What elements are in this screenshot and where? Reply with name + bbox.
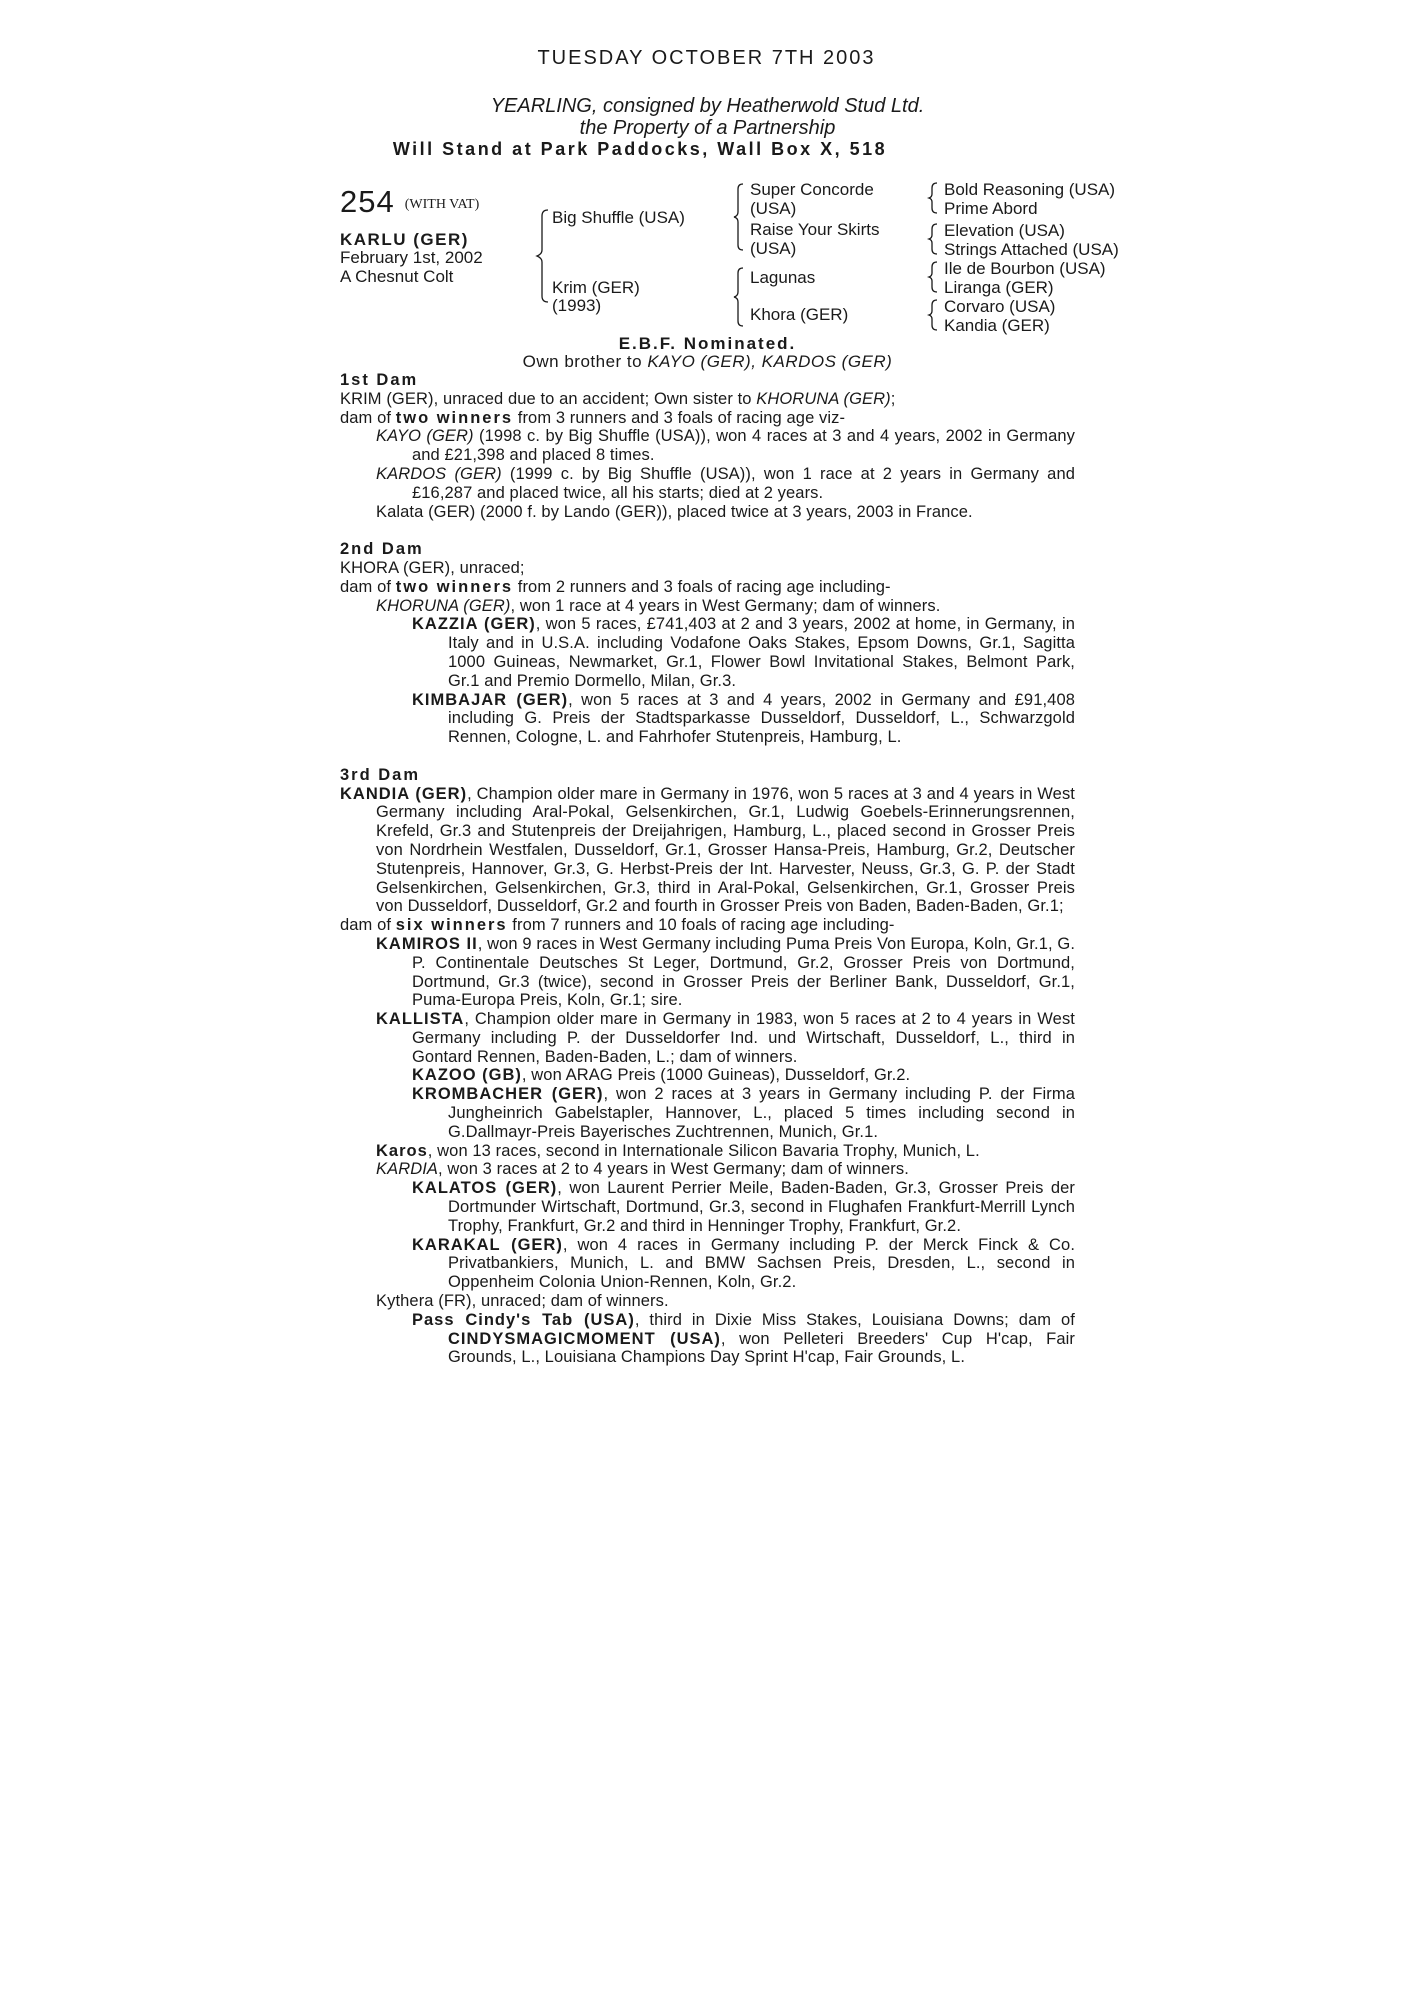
entry-text: , won Laurent Perrier Meile, Baden-Baden, Gr.3, Grosser Preis der Dortmunder Wirtschaft, Dortmund, Gr.3, second in Flughafen Frankfurt-Merrill Lynch Trophy, Frankfurt, Gr.2 and third in Henninger Trophy, Frankfurt, Gr.2. [448, 1179, 1075, 1235]
grandsire-6: Liranga (GER) [944, 278, 1054, 297]
first-dam-entry-kayo [340, 427, 1075, 465]
entry-text: , won ARAG Preis (1000 Guineas), Dusseldorf, Gr.2. [521, 1066, 911, 1085]
first-dam-heading: 1st Dam [340, 371, 419, 389]
third-dam-entry-kallista [340, 1010, 1075, 1066]
entry-name: KARDOS (GER) [376, 464, 502, 483]
entry-text: , won 4 races in Germany including P. der Merck Finck & Co. Privatbankiers, Munich, L. and BMW Sachsen Preis, Dresden, L., second in Oppenheim Colonia Union-Rennen, Koln, Gr.2. [448, 1235, 1075, 1292]
produce-winners: two winners [395, 577, 514, 596]
brace-sire-dam [537, 210, 548, 302]
third-dam-heading: 3rd Dam [340, 765, 421, 784]
vat-note: (WITH VAT) [404, 197, 480, 212]
grandsire-5: Ile de Bourbon (USA) [944, 259, 1106, 278]
entry-name: KARAKAL (GER) [412, 1235, 563, 1254]
entry-text: (1999 c. by Big Shuffle (USA)), won 1 race at 2 years in Germany and £16,287 and placed twice, all his starts; died at 2 years. [412, 464, 1076, 502]
produce-suffix: from 3 runners and 3 foals of racing age viz- [513, 408, 846, 427]
stand-location: Will Stand at Park Paddocks, Wall Box X, 518 [392, 139, 888, 159]
entry-name: Karos [376, 1141, 428, 1160]
produce-prefix: dam of [340, 408, 396, 427]
produce-prefix: dam of [340, 916, 396, 935]
consignor-line: YEARLING, consigned by Heatherwold Stud Ltd. [490, 95, 925, 117]
entry-text: , third in Dixie Miss Stakes, Louisiana Downs; dam of [634, 1310, 1075, 1329]
entry-name: KIMBAJAR (GER) [412, 690, 569, 709]
brace-sire-parents [734, 184, 743, 250]
sale-date: TUESDAY OCTOBER 7TH 2003 [537, 47, 876, 69]
first-dam-intro-end: ; [890, 389, 896, 408]
first-dam-entry-kardos [340, 465, 1075, 503]
entry-name: KAYO (GER) [376, 427, 474, 446]
catalogue-body [340, 371, 1075, 1367]
produce-winners: two winners [395, 408, 514, 427]
entry-text: , won 5 races, £741,403 at 2 and 3 years, 2002 at home, in Germany, in Italy and in U.S.A. including Vodafone Oaks Stakes, Epsom Downs, Gr.1, Sagitta 1000 Guineas, Newmarket, Gr.1, Flower Bowl Invitational Stakes, Belmont Park, Gr.1 and Premio Dormello, Milan, Gr.3. [448, 615, 1075, 690]
sire: Big Shuffle (USA) [552, 208, 685, 227]
third-dam-produce [340, 916, 1075, 935]
third-dam-entry-krombacher [340, 1085, 1075, 1141]
entry-name: KAZOO (GB) [412, 1066, 522, 1085]
horse-name: KARLU (GER) [340, 230, 469, 249]
dam: Krim (GER) [552, 278, 640, 297]
first-dam-entry-kalata: Kalata (GER) (2000 f. by Lando (GER)), placed twice at 3 years, 2003 in France. [376, 502, 973, 521]
produce-prefix: dam of [340, 577, 396, 596]
entry-name: KHORUNA (GER) [376, 596, 511, 615]
produce-winners: six winners [395, 916, 508, 935]
first-dam-intro [340, 390, 1075, 409]
own-brother-prefix: Own brother to [522, 352, 648, 371]
second-dam-entry-khoruna [340, 597, 1075, 616]
sire-sire: Super Concorde [750, 180, 874, 199]
produce-suffix: from 7 runners and 10 foals of racing age including- [507, 916, 895, 935]
second-dam-produce [340, 578, 1075, 597]
grandsire-3: Elevation (USA) [944, 221, 1065, 240]
third-dam-entry-kazoo [340, 1066, 1075, 1085]
entry-name: KARDIA [376, 1160, 439, 1179]
entry-text: , won 9 races in West Germany including Puma Preis Von Europa, Koln, Gr.1, G. P. Continentale Deutsches St Leger, Dortmund, Gr.2, Grosser Preis von Dortmund, Dortmund, Gr.3 (twice), second in Grosser Preis der Berliner Bank, Dusseldorf, Gr.1, Puma-Europa Preis, Koln, Gr.1; sire. [412, 934, 1075, 1010]
entry-name-2: CINDYSMAGICMOMENT (USA) [448, 1329, 721, 1348]
third-dam-entry-kalatos [340, 1179, 1075, 1235]
pedigree-braces [0, 0, 1413, 340]
property-line: the Property of a Partnership [579, 117, 836, 139]
first-dam-sister: KHORUNA (GER) [756, 389, 891, 408]
brace-dam-parents [734, 268, 743, 326]
entry-text: , won 5 races at 3 and 4 years, 2002 in Germany and £91,408 including G. Preis der Stadtsparkasse Dusseldorf, Dusseldorf, L., Schwarzgold Rennen, Cologne, L. and Fahrhofer Stutenpreis, Hamburg, L. [448, 690, 1075, 747]
third-dam-entry-kardia [340, 1160, 1075, 1179]
brace-g1 [929, 183, 937, 213]
sire-dam-country: (USA) [750, 239, 797, 258]
third-dam-entry-karakal [340, 1236, 1075, 1292]
entry-name: Pass Cindy's Tab (USA) [412, 1310, 635, 1329]
entry-name: KALATOS (GER) [412, 1179, 558, 1198]
entry-text: , Champion older mare in Germany in 1983, won 5 races at 2 to 4 years in West Germany including P. der Dusseldorfer Ind. und Wirtschaft, Dusseldorf, L., third in Gontard Rennen, Baden-Baden, L.; dam of winners. [412, 1010, 1075, 1066]
entry-text: (1998 c. by Big Shuffle (USA)), won 4 races at 3 and 4 years, 2002 in Germany and £21,398 and placed 8 times. [412, 427, 1075, 465]
sire-sire-country: (USA) [750, 199, 797, 218]
horse-description: A Chesnut Colt [340, 267, 454, 286]
dam-sire: Lagunas [750, 268, 816, 287]
entry-text: , won 13 races, second in Internationale Silicon Bavaria Trophy, Munich, L. [427, 1141, 980, 1160]
first-dam-produce [340, 409, 1075, 428]
second-dam-heading: 2nd Dam [340, 540, 424, 559]
brace-g2 [929, 224, 937, 254]
dam-dam: Khora (GER) [750, 305, 849, 324]
entry-name: KROMBACHER (GER) [412, 1085, 604, 1104]
entry-text: , won 1 race at 4 years in West Germany; dam of winners. [510, 596, 941, 615]
third-dam-entry-kythera: Kythera (FR), unraced; dam of winners. [376, 1292, 669, 1311]
own-brother [340, 352, 1075, 371]
third-dam-entry-karos [340, 1142, 1075, 1161]
sire-dam: Raise Your Skirts [750, 220, 880, 239]
grandsire-7: Corvaro (USA) [944, 297, 1056, 316]
third-dam-intro [340, 785, 1075, 917]
grandsire-2: Prime Abord [944, 199, 1038, 218]
ebf-nominated: E.B.F. Nominated. [618, 334, 797, 353]
entry-text-2: , won Pelleteri Breeders' Cup H'cap, Fair Grounds, L., Louisiana Champions Day Sprint H'cap, Fair Grounds, L. [448, 1329, 1075, 1367]
grandsire-1: Bold Reasoning (USA) [944, 180, 1116, 199]
entry-name: KAMIROS II [376, 934, 478, 953]
second-dam-intro: KHORA (GER), unraced; [340, 558, 525, 577]
entry-name: KALLISTA [376, 1010, 465, 1029]
second-dam-entry-kimbajar [340, 691, 1075, 747]
entry-name: KANDIA (GER) [340, 784, 468, 803]
first-dam-intro-text: KRIM (GER), unraced due to an accident; Own sister to [340, 389, 757, 408]
dam-year: (1993) [552, 296, 602, 315]
entry-text: , Champion older mare in Germany in 1976, won 5 races at 3 and 4 years in West Germany including Aral-Pokal, Gelsenkirchen, Gr.1, Ludwig Goebels-Erinnerungsrennen, Krefeld, Gr.3 and Stutenpreis der Dreijahrigen, Hamburg, L., placed second in Grosser Preis von Nordrhein Westfalen, Dusseldorf, Gr.1, Grosser Hansa-Preis, Hamburg, Gr.2, Deutscher Stutenpreis, Hannover, Gr.3, G. Herbst-Preis der Int. Harvester, Neuss, Gr.3, G. P. der Stadt Gelsenkirchen, Gelsenkirchen, Gr.3, third in Aral-Pokal, Gelsenkirchen, Gr.1, Grosser Preis von Dusseldorf, Dusseldorf, Gr.2 and fourth in Grosser Preis von Baden, Baden-Baden, Gr.1; [376, 784, 1075, 916]
brace-g4 [929, 300, 937, 330]
entry-name: KAZZIA (GER) [412, 615, 536, 634]
produce-suffix: from 2 runners and 3 foals of racing age including- [513, 577, 891, 596]
brace-g3 [929, 262, 937, 292]
third-dam-entry-kamiros [340, 935, 1075, 1010]
entry-text: , won 3 races at 2 to 4 years in West Germany; dam of winners. [438, 1160, 909, 1179]
grandsire-8: Kandia (GER) [944, 316, 1050, 335]
entry-text: , won 2 races at 3 years in Germany including P. der Firma Jungheinrich Gabelstapler, Hannover, L., placed 5 times including second in G.Dallmayr-Preis Bayerisches Zuchtrennen, Munich, Gr.1. [448, 1085, 1075, 1141]
second-dam-entry-kazzia [340, 615, 1075, 690]
lot-number-value: 254 [340, 184, 395, 219]
grandsire-4: Strings Attached (USA) [944, 240, 1119, 259]
third-dam-entry-pass-cindys-tab [340, 1311, 1075, 1367]
own-brother-names: KAYO (GER), KARDOS (GER) [647, 352, 893, 371]
foaling-date: February 1st, 2002 [340, 248, 483, 267]
